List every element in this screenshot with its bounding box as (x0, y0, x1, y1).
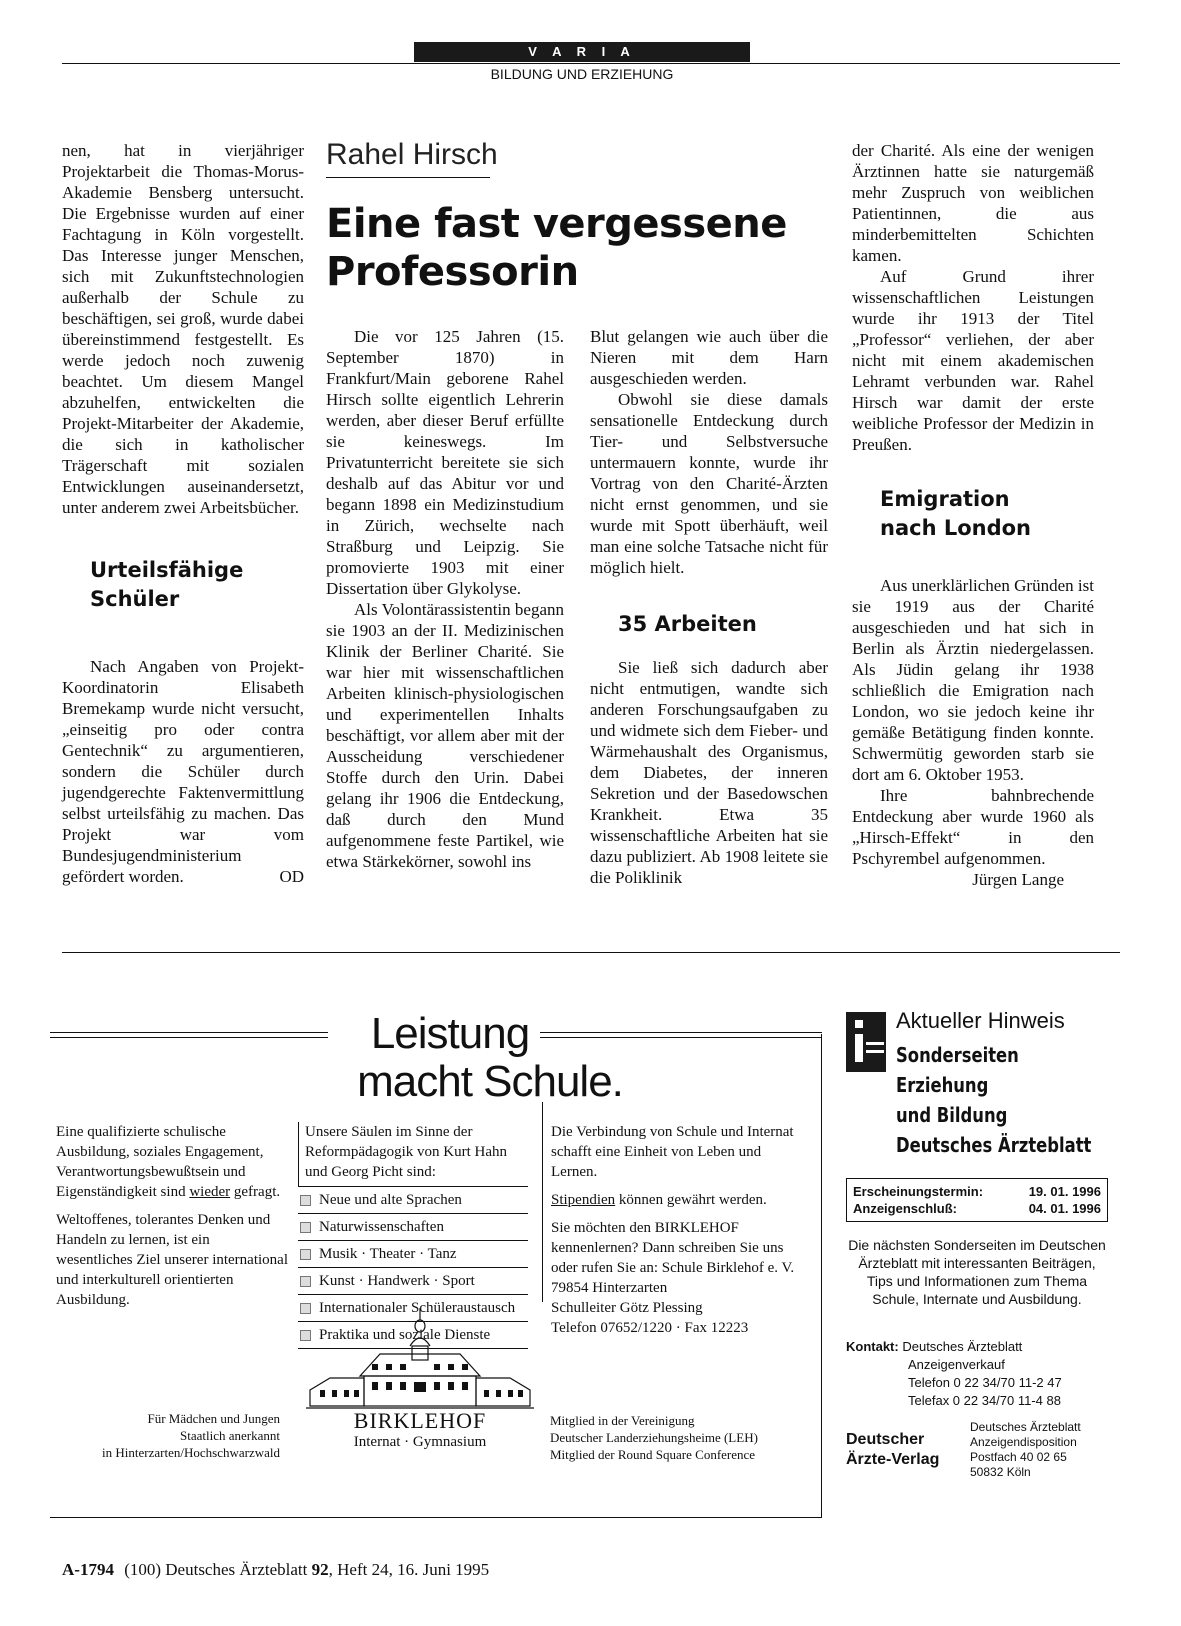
page-footer: A-1794 (100) Deutsches Ärzteblatt 92, Heft 24, 16. Juni 1995 (62, 1560, 490, 1579)
paragraph: Auf Grund ihrer wissenschaftlichen Leistungen wurde ihr 1913 der Titel „Professor“ verliehen, der aber nicht mit einem akademischen Lehramt verbunden war. Rahel Hirsch war damit der erste weibliche Professor der Medizin in Preußen. (852, 267, 1094, 454)
column-1 (62, 140, 304, 887)
paragraph: Obwohl sie diese damals sensationelle Entdeckung durch Tier- und Selbstversuche untermauern konnte, wurde ihr Vortrag von den Charité-Ärzten nicht ernst genommen, und sie wurde mit Spott überhäuft, weil man eine solche Tatsache nicht für möglich hielt. (590, 390, 828, 577)
publisher-address: Deutsches Ärzteblatt Anzeigendisposition Postfach 40 02 65 50832 Köln (970, 1420, 1081, 1479)
pillar-item: Kunst · Handwerk · Sport (298, 1268, 528, 1295)
article-author: Jürgen Lange (972, 870, 1064, 889)
hinweis-headline: Sonderseiten Erziehung und Bildung Deutsches Ärzteblatt (896, 1043, 1092, 1157)
kicker-underline (326, 177, 490, 178)
paragraph: nen, hat in vierjähriger Projektarbeit die Thomas-Morus-Akademie Bensberg untersucht. Die Ergebnisse wurden auf einer Fachtagung in Köln vorgestellt. Das Interesse junger Menschen, sich mit Zukunftstechnologien außerhalb der Schule zu beschäftigen, sei groß, wurde dabei übereinstimmend festgestellt. Es werde jedoch noch zuwenig beachtet. Um diesem Mangel abzuhelfen, entwickelten die Projekt-Mitarbeiter der Akademie, die sich in katholischer Trägerschaft mit sozialen Entwicklungen auseinandersetzt, unter anderem zwei Arbeitsbücher. (62, 141, 304, 517)
subheading: 35 Arbeiten (618, 612, 757, 636)
bullet-square-icon (300, 1222, 311, 1233)
paragraph: Aus unerklärlichen Gründen ist sie 1919 aus der Charité ausgeschieden und hat sich in Berlin als Ärztin niedergelassen. Als Jüdin gelang ihr 1938 schließlich die Emigration nach London, wo sie jedoch keine ihr gemäße Betätigung finden konnte. Schwermütig geworden starb sie dort am 6. Oktober 1953. (852, 576, 1094, 784)
contact-block: Kontakt: Deutsches Ärzteblatt Anzeigenverkauf Telefon 0 22 34/70 11-2 47 Telefax 0 22 34/70 11-4 88 (846, 1339, 1062, 1408)
section-label: V A R I A (528, 44, 636, 59)
page-number: A-1794 (62, 1560, 114, 1579)
subheading: Urteilsfähige Schüler (90, 558, 244, 611)
ad-right-bottom: Mitglied in der Vereinigung Deutscher Landerziehungsheime (LEH) Mitglied der Round Square Conference (550, 1413, 758, 1462)
article-kicker: Rahel Hirsch (326, 138, 498, 171)
dates-box: Erscheinungstermin: 19. 01. 1996 Anzeigenschluß: 04. 01. 1996 (846, 1178, 1108, 1222)
paragraph: Ihre bahnbrechende Entdeckung aber wurde 1960 als „Hirsch-Effekt“ in den Pschyrembel aufgenommen. (852, 786, 1094, 868)
logo-wordmark: BIRKLEHOF (353, 1408, 487, 1433)
paragraph: der Charité. Als eine der wenigen Ärztinnen hatte sie naturgemäß mehr Zuspruch von weiblichen Patientinnen, die aus minderbemittelten Schichten kamen. (852, 141, 1094, 265)
info-icon (846, 1012, 886, 1072)
ad-hinweis (846, 1008, 1116, 1516)
paragraph: Als Volontärassistentin begann sie 1903 an der II. Medizinischen Klinik der Berliner Charité. Sie war hier mit wissenschaftlichen Arbeiten klinisch-physiologischen und experimentellen Inhalts beschäftigt, vor allem aber mit der Ausscheidung verschiedener Stoffe durch den Urin. Dabei gelang ihr 1906 die Entdeckung, daß durch den Mund aufgenommene feste Partikel, wie etwa Stärkekörner, sowohl ins (326, 600, 564, 871)
ad-birklehof (50, 1010, 822, 1518)
subheading: Emigration nach London (880, 487, 1031, 540)
birklehof-building-logo (300, 1306, 540, 1416)
paragraph: Blut gelangen wie auch über die Nieren mit dem Harn ausgeschieden werden. (590, 327, 828, 388)
column-3 (590, 326, 828, 888)
hinweis-description: Die nächsten Sonderseiten im Deutschen Ärzteblatt mit interessanten Beiträgen, Tips und Informationen zum Thema Schule, Internate und Ausbildung. (848, 1237, 1106, 1307)
author-initials: OD (279, 867, 304, 886)
ad-headline: Leistung macht Schule. (357, 1009, 623, 1106)
column-4 (852, 140, 1094, 890)
ad-left-bottom: Für Mädchen und Jungen Staatlich anerkannt in Hinterzarten/Hochschwarzwald (102, 1411, 280, 1460)
header-rule (62, 63, 1120, 64)
logo-subtitle: Internat · Gymnasium (353, 1434, 487, 1450)
bullet-square-icon (300, 1195, 311, 1206)
bullet-square-icon (300, 1276, 311, 1287)
publisher-name: Deutscher Ärzte-Verlag (846, 1431, 940, 1468)
subsection-label: BILDUNG UND ERZIEHUNG (490, 66, 674, 82)
column-2 (326, 326, 564, 872)
ad-frame-right (821, 1034, 822, 1518)
bullet-square-icon (300, 1249, 311, 1260)
paragraph: Die vor 125 Jahren (15. September 1870) in Frankfurt/Main geborene Rahel Hirsch sollte eigentlich Lehrerin werden, aber dieser Beruf erfüllte sie keineswegs. Im Privatunterricht bereitete sie sich deshalb auf das Abitur vor und begann 1898 ein Medizinstudium in Zürich, wechselte nach Straßburg und Leipzig. Sie promovierte 1903 mit einer Dissertation über Glykolyse. (326, 327, 564, 598)
paragraph: Nach Angaben von Projekt-Koordinatorin Elisabeth Bremekamp wurde nicht versucht, „einseitig pro oder contra Gentechnik“ zu argumentieren, sondern die Schüler durch jugendgerechte Faktenvermittlung selbst urteilsfähig zu machen. Das Projekt war vom Bundesjugendministerium gefördert worden. OD (62, 657, 304, 886)
hinweis-title: Aktueller Hinweis (896, 1008, 1065, 1033)
article-title: Eine fast vergessene Professorin (326, 201, 787, 295)
pillar-item: Praktika und soziale Dienste (298, 1322, 528, 1349)
pillars-intro: Unsere Säulen im Sinne der Reformpädagogik von Kurt Hahn und Georg Picht sind: (298, 1122, 528, 1187)
pillar-item: Internationaler Schüleraustausch (298, 1295, 528, 1322)
pillar-item: Neue und alte Sprachen (298, 1187, 528, 1214)
paragraph: Sie ließ sich dadurch aber nicht entmutigen, wandte sich anderen Forschungsaufgaben zu und widmete sich dem Fieber- und Wärmehaushalt des Organismus, dem Diabetes, der inneren Sekretion und der Basedowschen Krankheit. Etwa 35 wissenschaftliche Arbeiten hat sie dazu publiziert. Ab 1908 leitete sie die Poliklinik (590, 658, 828, 887)
article-bottom-rule (62, 952, 1120, 953)
pillar-item: Musik · Theater · Tanz (298, 1241, 528, 1268)
ad-right-text: Die Verbindung von Schule und Internat schafft eine Einheit von Leben und Lernen. Stipendien können gewährt werden. Sie möchten den BIRKLEHOF kennenlernen? Dann schreiben Sie uns oder rufen Sie an: Schule Birklehof e. V. 79854 Hinterzarten Schulleiter Götz Plessing Telefon 07652/1220 · Fax 12223 (542, 1102, 801, 1302)
ad-left-text: Eine qualifizierte schulische Ausbildung, soziales Engagement, Verantwortungsbewußtsein und Eigenständigkeit sind wieder gefragt. Weltoffenes, tolerantes Denken und Handeln zu lernen, ist ein wesentliches Ziel unserer international und interkulturell orientierten Ausbildung. (56, 1124, 288, 1308)
pillar-item: Naturwissenschaften (298, 1214, 528, 1241)
ad-frame-bottom (50, 1517, 822, 1518)
